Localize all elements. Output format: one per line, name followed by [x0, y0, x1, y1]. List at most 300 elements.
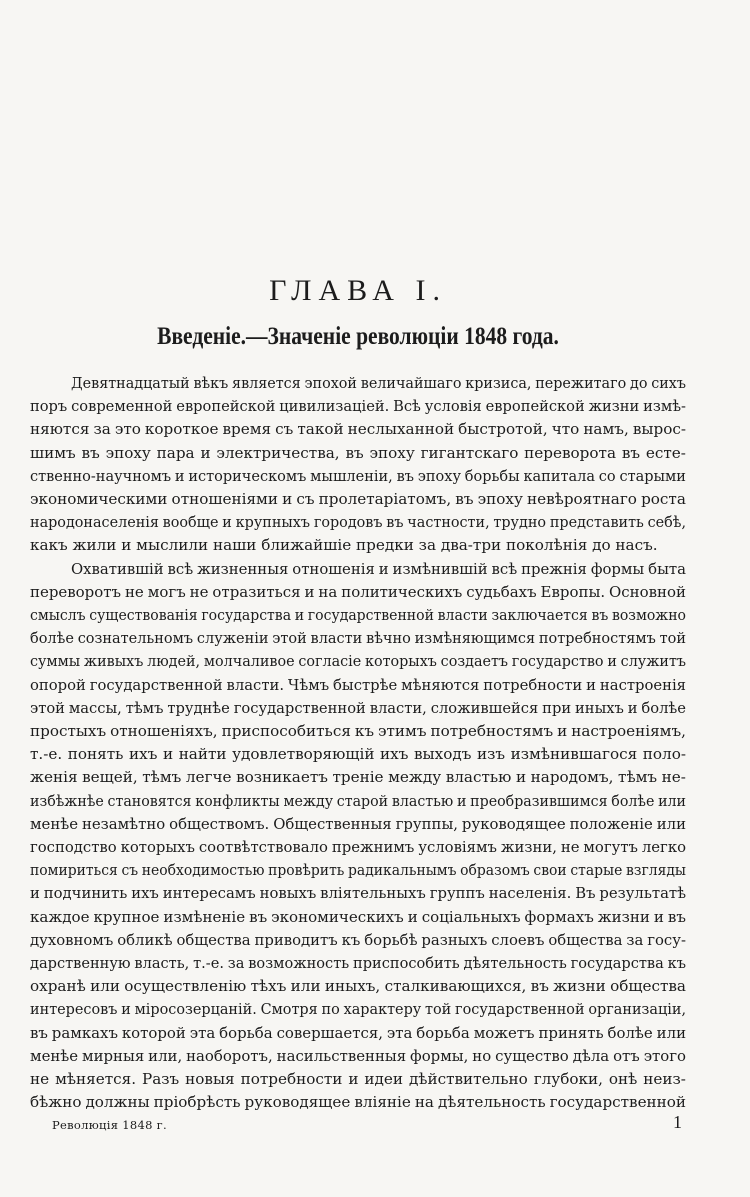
word: госу-	[647, 930, 686, 949]
word: той	[425, 1000, 452, 1019]
word: прежнія	[521, 559, 587, 578]
word: незамѣтно	[81, 814, 166, 833]
word: вліяніе	[354, 1093, 411, 1112]
word: кризиса,	[465, 374, 532, 392]
word: измѣ-	[643, 397, 687, 416]
word: тѣмъ	[125, 698, 164, 717]
word: государственной	[233, 698, 366, 717]
word: невѣроятнаго	[527, 490, 637, 508]
word: болѣе	[30, 629, 74, 648]
word: съ	[275, 420, 294, 439]
word: служитъ	[620, 652, 686, 671]
word: отношеніяхъ,	[110, 722, 218, 740]
word: руководящее	[461, 814, 566, 833]
word: общества	[548, 930, 623, 949]
word: въ	[530, 977, 549, 996]
word: быстротой,	[458, 420, 548, 439]
word: частности,	[407, 513, 490, 532]
text-line	[30, 905, 686, 929]
word: вырос-	[632, 420, 686, 439]
word: всѣ	[491, 559, 518, 578]
word: цивилизаціей.	[279, 397, 390, 416]
word: міросозерцаній.	[134, 1000, 257, 1019]
word: возникаетъ	[236, 768, 328, 787]
word: роста	[641, 490, 686, 508]
word: простыхъ	[30, 722, 107, 740]
word: борьба	[219, 1023, 273, 1042]
word: населенія.	[488, 884, 572, 903]
word: старые	[570, 861, 623, 880]
word: эпоху	[417, 466, 461, 485]
word: Основной	[609, 582, 687, 601]
word: новыя	[185, 1070, 235, 1088]
word: насильственныя	[276, 1046, 407, 1065]
word: вѣкъ	[193, 374, 229, 392]
word: не	[560, 838, 580, 856]
text-line	[30, 719, 686, 743]
word: государство	[511, 652, 604, 671]
word: сихъ	[651, 374, 687, 392]
word: соотвѣтствовало	[198, 838, 328, 856]
word: со	[598, 466, 616, 485]
word: необходимостью	[141, 861, 265, 880]
word: служеніи	[196, 629, 269, 648]
text-line	[30, 812, 686, 836]
text-line	[30, 765, 686, 789]
word: формы	[590, 559, 645, 578]
word: есте-	[645, 443, 686, 462]
word: подчинить	[43, 884, 128, 903]
word: измѣнившагося	[510, 745, 638, 764]
word: борьбы	[464, 466, 520, 485]
word: общества	[610, 977, 686, 996]
text-line	[30, 951, 686, 975]
word: отразиться	[212, 582, 301, 601]
word: положеніе	[569, 814, 653, 833]
word: всѣ	[167, 559, 194, 578]
word: или,	[148, 1046, 183, 1065]
word: вліятельныхъ	[320, 884, 426, 903]
word: бѣжно	[30, 1093, 82, 1112]
word: могутъ	[583, 838, 638, 856]
word: ственно-научномъ	[30, 466, 172, 485]
word: измѣняющимся	[414, 629, 536, 648]
word: руководящее	[244, 1093, 351, 1112]
word: не	[30, 1070, 50, 1088]
word: существованія	[89, 606, 198, 624]
word: государственной	[89, 675, 223, 694]
text-line	[30, 696, 686, 720]
text-line	[30, 417, 686, 441]
word: по	[321, 1000, 340, 1019]
word: является	[232, 374, 301, 392]
word: духовномъ	[30, 930, 114, 949]
word: въ	[621, 443, 641, 462]
word: намъ,	[583, 420, 629, 439]
text-line	[30, 464, 686, 488]
text-line	[30, 928, 686, 952]
word: организаціи,	[588, 1000, 687, 1019]
word: экономическими	[30, 490, 168, 508]
word: не-	[661, 768, 686, 787]
word: интересамъ	[162, 884, 256, 903]
word: согласіе	[298, 652, 362, 671]
word: болѣе	[607, 1023, 653, 1042]
word: жизненныя	[197, 559, 289, 578]
word: Охватившій	[71, 559, 164, 578]
word: государства	[570, 954, 664, 972]
text-line	[30, 626, 686, 650]
word: въ	[249, 907, 268, 926]
word: рамкахъ	[51, 1023, 118, 1042]
word: взгляды	[626, 861, 686, 880]
word: быстрѣе	[333, 675, 398, 694]
word: свои	[533, 861, 567, 880]
word: неслыханной	[347, 420, 455, 439]
word: обществомъ.	[169, 814, 270, 833]
word: и	[121, 1000, 131, 1019]
word: вѣчно	[366, 629, 411, 648]
word: государственной	[549, 1093, 686, 1112]
word: историческомъ	[188, 466, 307, 485]
word: старыми	[619, 466, 686, 485]
word: городовъ	[313, 513, 383, 532]
word: дѣятельность	[463, 954, 567, 972]
word: съ	[296, 490, 315, 508]
text-line	[30, 1044, 686, 1068]
word: что	[551, 420, 580, 439]
word: сталкивающихся,	[384, 977, 527, 996]
word: и	[586, 675, 597, 694]
word: людей,	[147, 652, 201, 671]
word: менѣе	[30, 1046, 79, 1065]
word: пара	[156, 443, 195, 462]
word: Европы.	[540, 582, 606, 601]
word: политическихъ	[341, 582, 463, 601]
word: осуществленію	[124, 977, 247, 996]
word: няются	[30, 420, 90, 439]
text-line	[30, 1021, 686, 1045]
word: капитала	[523, 466, 595, 485]
word: каждое	[30, 907, 90, 926]
word: поръ	[30, 397, 68, 416]
word: тѣхъ	[250, 977, 287, 996]
word: ихъ	[129, 745, 158, 764]
word: иныхъ,	[324, 977, 381, 996]
word: между	[283, 791, 334, 810]
word: или	[656, 1023, 687, 1042]
word: эпохой	[304, 374, 357, 392]
word: группъ	[429, 884, 485, 903]
word: трудно	[493, 513, 547, 532]
word: величайшаго	[360, 374, 462, 392]
word: возможно	[611, 606, 687, 624]
word: этимъ	[378, 722, 427, 740]
word: принять	[538, 1023, 604, 1042]
word: народомъ,	[530, 768, 614, 787]
word: и	[456, 791, 467, 810]
word: измѣнившій	[392, 559, 488, 578]
word: потребностямъ	[430, 722, 554, 740]
word: болѣе	[611, 791, 655, 810]
word: пролетаріатомъ,	[318, 490, 452, 508]
text-line	[30, 441, 686, 465]
word: могъ	[147, 582, 186, 601]
word: создаетъ	[440, 652, 509, 671]
word: старой	[336, 791, 389, 810]
word: жизни	[588, 397, 640, 416]
word: эпоху	[105, 443, 151, 462]
word: треніе	[332, 768, 384, 787]
word: идеи	[364, 1070, 404, 1088]
word: живыхъ	[83, 652, 144, 671]
word: въ	[81, 443, 100, 462]
word: которой	[121, 1023, 186, 1042]
word: въ	[345, 443, 364, 462]
word: существо	[495, 1046, 569, 1065]
word: въ	[591, 606, 609, 624]
word: не	[124, 582, 144, 601]
text-line: какъ жили и мыслили наши ближайшіе предки за два-три поколѣнія до насъ.	[30, 536, 658, 555]
word: потребностямъ	[538, 629, 656, 648]
page-number: 1	[673, 1112, 682, 1132]
word: Разъ	[141, 1070, 180, 1088]
word: характеру	[343, 1000, 422, 1019]
book-page	[30, 0, 686, 1197]
word: гигантскаго	[420, 443, 519, 462]
word: иныхъ	[575, 698, 624, 717]
word: дѣйствительно	[408, 1070, 528, 1088]
word: жизни	[597, 907, 650, 926]
word: суммы	[30, 652, 81, 671]
word: формы,	[410, 1046, 469, 1065]
word: быта	[648, 559, 686, 578]
word: новыхъ	[259, 884, 317, 903]
word: въ	[667, 907, 686, 926]
word: этой	[30, 698, 65, 717]
word: за	[626, 930, 644, 949]
word: обликѣ	[117, 930, 173, 949]
word: эпоху	[477, 490, 523, 508]
word: современной	[71, 397, 173, 416]
word: переворота	[524, 443, 617, 462]
chapter-heading: ГЛАВА I.	[269, 274, 447, 307]
word: при	[542, 698, 572, 717]
word: шимъ	[30, 443, 76, 462]
word: преобразившимся	[470, 791, 608, 810]
word: крупныхъ	[235, 513, 311, 532]
word: сложившейся	[430, 698, 539, 717]
word: отношенія	[292, 559, 375, 578]
text-line	[30, 1067, 686, 1091]
text-line	[30, 858, 686, 882]
text-line	[30, 1090, 686, 1114]
word: эта	[386, 1023, 413, 1042]
word: себѣ,	[647, 513, 687, 532]
word: пережитаго	[535, 374, 627, 392]
word: пріобрѣсть	[153, 1093, 241, 1112]
word: и	[200, 443, 211, 462]
text-line	[30, 789, 686, 813]
word: тѣмъ	[618, 768, 658, 787]
word: въ	[386, 513, 404, 532]
text-line	[71, 371, 686, 395]
word: которыхъ	[120, 838, 195, 856]
word: за	[227, 954, 245, 972]
word: съ	[121, 861, 139, 880]
word: этого	[643, 1046, 686, 1065]
word: и	[407, 907, 418, 926]
word: народонаселенія	[30, 513, 159, 532]
word: онѣ	[608, 1070, 638, 1088]
word: совершается,	[276, 1023, 383, 1042]
word: власть,	[134, 954, 190, 972]
word: удовлетворяющій	[232, 745, 375, 764]
word: борьба	[416, 1023, 470, 1042]
word: которыхъ	[364, 652, 437, 671]
word: но	[472, 1046, 492, 1065]
word: это	[114, 420, 141, 439]
word: наоборотъ,	[186, 1046, 273, 1065]
word: приспособиться	[221, 722, 351, 740]
word: поло-	[642, 745, 686, 764]
word: образомъ	[460, 861, 530, 880]
word: молчаливое	[203, 652, 295, 671]
word: власти,	[369, 698, 427, 717]
word: провѣрить	[268, 861, 345, 880]
word: той	[659, 629, 686, 648]
word: крупное	[93, 907, 160, 926]
word: и	[348, 1070, 359, 1088]
word: неиз-	[643, 1070, 686, 1088]
word: тѣмъ	[142, 768, 182, 787]
word: государственной	[455, 1000, 585, 1019]
word: и	[607, 652, 617, 671]
word: помириться	[30, 861, 118, 880]
text-line	[30, 487, 686, 511]
word: должны	[85, 1093, 150, 1112]
word: избѣжнѣе	[30, 791, 104, 810]
word: мирныя	[82, 1046, 145, 1065]
word: ихъ	[380, 745, 409, 764]
word: сознательномъ	[77, 629, 194, 648]
text-line	[30, 603, 686, 627]
word: государственной	[307, 606, 434, 624]
word: европейской	[176, 397, 276, 416]
word: въ	[396, 466, 414, 485]
word: между	[388, 768, 442, 787]
word: власти	[437, 606, 488, 624]
word: короткое	[144, 420, 219, 439]
word: властью	[445, 768, 512, 787]
word: дѣятельность	[437, 1093, 546, 1112]
word: интересовъ	[30, 1000, 118, 1019]
word: группы,	[395, 814, 459, 833]
word: судьбахъ	[466, 582, 537, 601]
word: до	[630, 374, 648, 392]
word: и	[557, 722, 568, 740]
word: эта	[189, 1023, 216, 1042]
word: смыслъ	[30, 606, 86, 624]
word: радикальнымъ	[348, 861, 457, 880]
word: условія	[424, 397, 482, 416]
word: мѣняются	[401, 675, 480, 694]
word: глубоки,	[533, 1070, 603, 1088]
word: и	[282, 490, 293, 508]
word: отъ	[613, 1046, 640, 1065]
word: господство	[30, 838, 117, 856]
word: на	[414, 1093, 434, 1112]
word: Въ	[575, 884, 596, 903]
word: результатѣ	[599, 884, 687, 903]
text-line	[30, 881, 686, 905]
word: мышленіи,	[310, 466, 393, 485]
word: измѣненіе	[163, 907, 246, 926]
word: электричества,	[216, 443, 340, 462]
word: въ	[455, 490, 474, 508]
word: настроенія	[599, 675, 686, 694]
word: къ	[354, 722, 375, 740]
word: и	[30, 884, 40, 903]
word: власти	[310, 629, 363, 648]
word: труднѣе	[167, 698, 230, 717]
word: или	[656, 814, 686, 833]
word: представить	[549, 513, 644, 532]
word: государства	[201, 606, 292, 624]
word: изъ	[476, 745, 506, 764]
word: т.-е.	[193, 954, 224, 972]
word: болѣе	[641, 698, 686, 717]
word: жизни,	[500, 838, 557, 856]
word: охранѣ	[30, 977, 86, 996]
chapter-title: Введеніе.—Значеніе революціи 1848 года.	[157, 323, 559, 350]
word: настроеніямъ,	[571, 722, 686, 740]
word: опорой	[30, 675, 86, 694]
word: или	[658, 791, 687, 810]
word: и	[378, 559, 389, 578]
footer-signature: Революція 1848 г.	[52, 1118, 167, 1132]
word: общества	[176, 930, 251, 949]
word: т.-е.	[30, 745, 63, 764]
word: прежнимъ	[331, 838, 415, 856]
word: Чѣмъ	[287, 675, 330, 694]
word: и	[294, 606, 305, 624]
word: легко	[641, 838, 687, 856]
word: къ	[341, 930, 361, 949]
word: и	[174, 466, 185, 485]
text-line	[30, 997, 686, 1021]
word: и	[515, 768, 527, 787]
word: или	[90, 977, 120, 996]
word: эпоху	[369, 443, 415, 462]
word: приспособить	[353, 954, 460, 972]
word: условіямъ	[418, 838, 497, 856]
word: на	[318, 582, 338, 601]
word: и	[162, 745, 174, 764]
text-line	[30, 673, 686, 697]
word: становятся	[107, 791, 192, 810]
text-line	[30, 742, 686, 766]
word: Смотря	[260, 1000, 318, 1019]
word: экономическихъ	[271, 907, 404, 926]
word: Общественныя	[273, 814, 392, 833]
word: соціальныхъ	[421, 907, 521, 926]
word: въ	[30, 1023, 48, 1042]
word: найти	[178, 745, 227, 764]
word: понять	[67, 745, 124, 764]
word: Девятнадцатый	[71, 374, 190, 392]
word: европейской	[485, 397, 585, 416]
